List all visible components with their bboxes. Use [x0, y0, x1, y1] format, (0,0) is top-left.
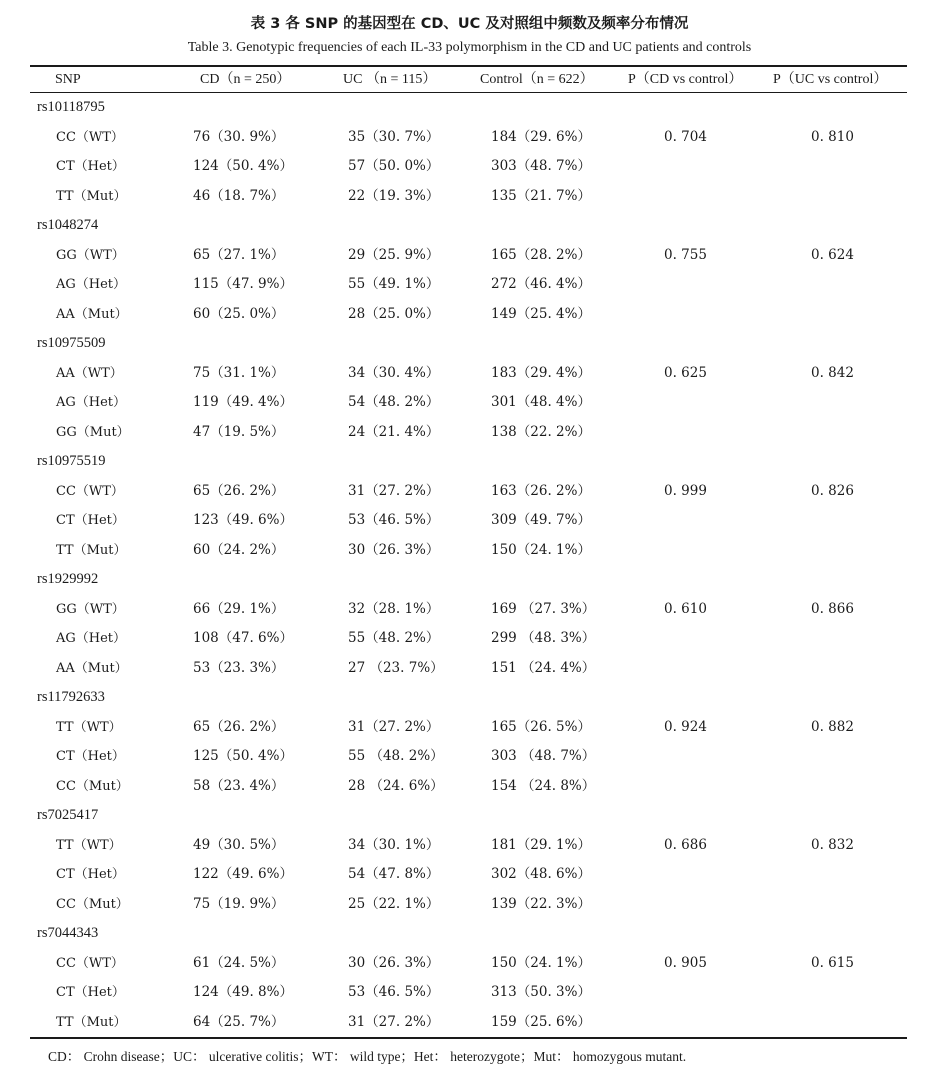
cd-cell: 47（19. 5%） [193, 423, 285, 440]
genotype-cell: TT（WT） [56, 719, 122, 735]
table-title-chinese: 表 3 各 SNP 的基因型在 CD、UC 及对照组中频数及频率分布情况 [250, 16, 689, 32]
table-row [0, 123, 939, 153]
bottom-rule [30, 1037, 907, 1039]
control-cell: 181（29. 1%） [491, 836, 591, 853]
table-row [0, 536, 939, 566]
control-cell: 302（48. 6%） [491, 866, 591, 882]
p-cd-cell: 0. 625 [664, 364, 707, 381]
uc-cell: 34（30. 4%） [348, 364, 440, 381]
p-uc-cell: 0. 624 [811, 246, 854, 263]
header-cd: CD（n = 250） [200, 72, 291, 87]
genotype-cell: AA（Mut） [56, 306, 128, 322]
p-cd-cell: 0. 999 [664, 482, 707, 499]
table-row [0, 477, 939, 507]
snp-group-row [0, 801, 939, 831]
p-uc-cell: 0. 882 [811, 718, 854, 735]
table-row [0, 300, 939, 330]
table-row [0, 831, 939, 861]
table-row [0, 241, 939, 271]
cd-cell: 65（27. 1%） [193, 246, 285, 263]
uc-cell: 27 （23. 7%） [348, 659, 444, 676]
control-cell: 301（48. 4%） [491, 394, 591, 410]
p-uc-cell: 0. 842 [811, 364, 854, 381]
uc-cell: 28（25. 0%） [348, 305, 440, 322]
genotype-cell: GG（Mut） [56, 424, 130, 440]
uc-cell: 57（50. 0%） [348, 158, 440, 174]
uc-cell: 28 （24. 6%） [348, 777, 444, 794]
genotype-cell: AG（Het） [56, 395, 127, 410]
control-cell: 150（24. 1%） [491, 541, 591, 558]
cd-cell: 75（31. 1%） [193, 364, 285, 381]
p-cd-cell: 0. 704 [664, 128, 707, 145]
cd-cell: 66（29. 1%） [193, 600, 285, 617]
table-row [0, 654, 939, 684]
table-row [0, 595, 939, 625]
p-cd-cell: 0. 905 [664, 954, 707, 971]
snp-id: rs1929992 [37, 571, 99, 587]
control-cell: 163（26. 2%） [491, 482, 591, 499]
snp-group-row [0, 565, 939, 595]
control-cell: 139（22. 3%） [491, 895, 591, 912]
header-p-uc-vs-control: P（UC vs control） [773, 72, 888, 87]
control-cell: 272（46. 4%） [491, 276, 591, 292]
control-cell: 183（29. 4%） [491, 364, 591, 381]
snp-group-row [0, 683, 939, 713]
table-row [0, 1008, 939, 1038]
snp-id: rs11792633 [37, 689, 105, 705]
genotype-cell: TT（WT） [56, 837, 122, 853]
uc-cell: 22（19. 3%） [348, 187, 440, 204]
snp-id: rs7025417 [37, 807, 99, 823]
uc-cell: 30（26. 3%） [348, 954, 440, 971]
table-row [0, 890, 939, 920]
snp-id: rs10975519 [37, 453, 106, 469]
uc-cell: 54（47. 8%） [348, 866, 440, 882]
uc-cell: 24（21. 4%） [348, 423, 440, 440]
genotype-cell: CC（WT） [56, 129, 124, 145]
control-cell: 303 （48. 7%） [491, 748, 596, 764]
genotype-cell: GG（WT） [56, 247, 125, 263]
table-row [0, 742, 939, 772]
snp-group-row [0, 211, 939, 241]
cd-cell: 115（47. 9%） [193, 276, 293, 292]
control-cell: 149（25. 4%） [491, 305, 591, 322]
snp-id: rs10975509 [37, 335, 106, 351]
cd-cell: 119（49. 4%） [193, 394, 293, 410]
cd-cell: 76（30. 9%） [193, 128, 285, 145]
uc-cell: 31（27. 2%） [348, 1013, 440, 1030]
snp-id: rs10118795 [37, 99, 105, 115]
table-row [0, 772, 939, 802]
genotype-cell: CT（Het） [56, 749, 125, 764]
snp-group-row [0, 447, 939, 477]
table-title-english: Table 3. Genotypic frequencies of each IL-33 polymorphism in the CD and UC patients and controls [187, 40, 752, 55]
p-uc-cell: 0. 826 [811, 482, 854, 499]
cd-cell: 65（26. 2%） [193, 482, 285, 499]
control-cell: 154 （24. 8%） [491, 777, 596, 794]
uc-cell: 53（46. 5%） [348, 512, 440, 528]
uc-cell: 25（22. 1%） [348, 895, 440, 912]
cd-cell: 61（24. 5%） [193, 954, 285, 971]
genotype-cell: GG（WT） [56, 601, 125, 617]
uc-cell: 30（26. 3%） [348, 541, 440, 558]
genotype-cell: CC（WT） [56, 955, 124, 971]
table-row [0, 182, 939, 212]
snp-group-row [0, 93, 939, 123]
genotype-cell: CT（Het） [56, 867, 125, 882]
control-cell: 159（25. 6%） [491, 1013, 591, 1030]
uc-cell: 31（27. 2%） [348, 482, 440, 499]
cd-cell: 122（49. 6%） [193, 866, 293, 882]
genotype-cell: AA（Mut） [56, 660, 128, 676]
control-cell: 303（48. 7%） [491, 158, 591, 174]
cd-cell: 124（50. 4%） [193, 158, 293, 174]
genotype-cell: CT（Het） [56, 159, 125, 174]
table-footnote: CD： Crohn disease；UC： ulcerative colitis；WT： wild type；Het： heterozygote；Mut： homozygous mutant. [48, 1049, 687, 1064]
snp-id: rs7044343 [37, 925, 99, 941]
cd-cell: 64（25. 7%） [193, 1013, 285, 1030]
snp-group-row [0, 919, 939, 949]
cd-cell: 75（19. 9%） [193, 895, 285, 912]
control-cell: 169 （27. 3%） [491, 600, 596, 617]
snp-id: rs1048274 [37, 217, 99, 233]
genotype-cell: AG（Het） [56, 277, 127, 292]
uc-cell: 35（30. 7%） [348, 128, 440, 145]
p-cd-cell: 0. 924 [664, 718, 707, 735]
genotype-cell: CT（Het） [56, 513, 125, 528]
header-uc: UC （n = 115） [343, 72, 437, 87]
cd-cell: 60（25. 0%） [193, 305, 285, 322]
header-control: Control（n = 622） [480, 72, 594, 87]
cd-cell: 124（49. 8%） [193, 984, 293, 1000]
uc-cell: 34（30. 1%） [348, 836, 440, 853]
p-uc-cell: 0. 832 [811, 836, 854, 853]
p-cd-cell: 0. 610 [664, 600, 707, 617]
cd-cell: 49（30. 5%） [193, 836, 285, 853]
control-cell: 165（28. 2%） [491, 246, 591, 263]
cd-cell: 125（50. 4%） [193, 748, 293, 764]
control-cell: 299 （48. 3%） [491, 630, 596, 646]
uc-cell: 55（49. 1%） [348, 276, 440, 292]
genotype-cell: TT（Mut） [56, 542, 127, 558]
cd-cell: 108（47. 6%） [193, 630, 293, 646]
p-uc-cell: 0. 810 [811, 128, 854, 145]
uc-cell: 29（25. 9%） [348, 246, 440, 263]
table-body [0, 93, 939, 1037]
control-cell: 151 （24. 4%） [491, 659, 596, 676]
control-cell: 309（49. 7%） [491, 512, 591, 528]
table-row [0, 152, 939, 182]
p-cd-cell: 0. 686 [664, 836, 707, 853]
genotype-cell: AA（WT） [56, 365, 123, 381]
header-snp: SNP [55, 72, 81, 87]
cd-cell: 58（23. 4%） [193, 777, 285, 794]
uc-cell: 53（46. 5%） [348, 984, 440, 1000]
control-cell: 135（21. 7%） [491, 187, 591, 204]
genotype-cell: AG（Het） [56, 631, 127, 646]
p-cd-cell: 0. 755 [664, 246, 707, 263]
header-p-cd-vs-control: P（CD vs control） [628, 72, 743, 87]
cd-cell: 123（49. 6%） [193, 512, 293, 528]
control-cell: 165（26. 5%） [491, 718, 591, 735]
cd-cell: 53（23. 3%） [193, 659, 285, 676]
control-cell: 150（24. 1%） [491, 954, 591, 971]
control-cell: 184（29. 6%） [491, 128, 591, 145]
snp-group-row [0, 329, 939, 359]
genotype-cell: CC（Mut） [56, 896, 129, 912]
genotype-cell: CT（Het） [56, 985, 125, 1000]
table-row [0, 860, 939, 890]
genotype-cell: TT（Mut） [56, 1014, 127, 1030]
cd-cell: 65（26. 2%） [193, 718, 285, 735]
table-row [0, 388, 939, 418]
cd-cell: 46（18. 7%） [193, 187, 285, 204]
table-row [0, 506, 939, 536]
uc-cell: 55 （48. 2%） [348, 748, 444, 764]
control-cell: 313（50. 3%） [491, 984, 591, 1000]
p-uc-cell: 0. 866 [811, 600, 854, 617]
table-row [0, 624, 939, 654]
genotype-cell: CC（Mut） [56, 778, 129, 794]
table-row [0, 713, 939, 743]
table-row [0, 978, 939, 1008]
genotype-cell: CC（WT） [56, 483, 124, 499]
uc-cell: 54（48. 2%） [348, 394, 440, 410]
cd-cell: 60（24. 2%） [193, 541, 285, 558]
table-row [0, 949, 939, 979]
control-cell: 138（22. 2%） [491, 423, 591, 440]
uc-cell: 55（48. 2%） [348, 630, 440, 646]
uc-cell: 32（28. 1%） [348, 600, 440, 617]
table-row [0, 418, 939, 448]
table-row [0, 359, 939, 389]
p-uc-cell: 0. 615 [811, 954, 854, 971]
genotype-cell: TT（Mut） [56, 188, 127, 204]
table-row [0, 270, 939, 300]
uc-cell: 31（27. 2%） [348, 718, 440, 735]
